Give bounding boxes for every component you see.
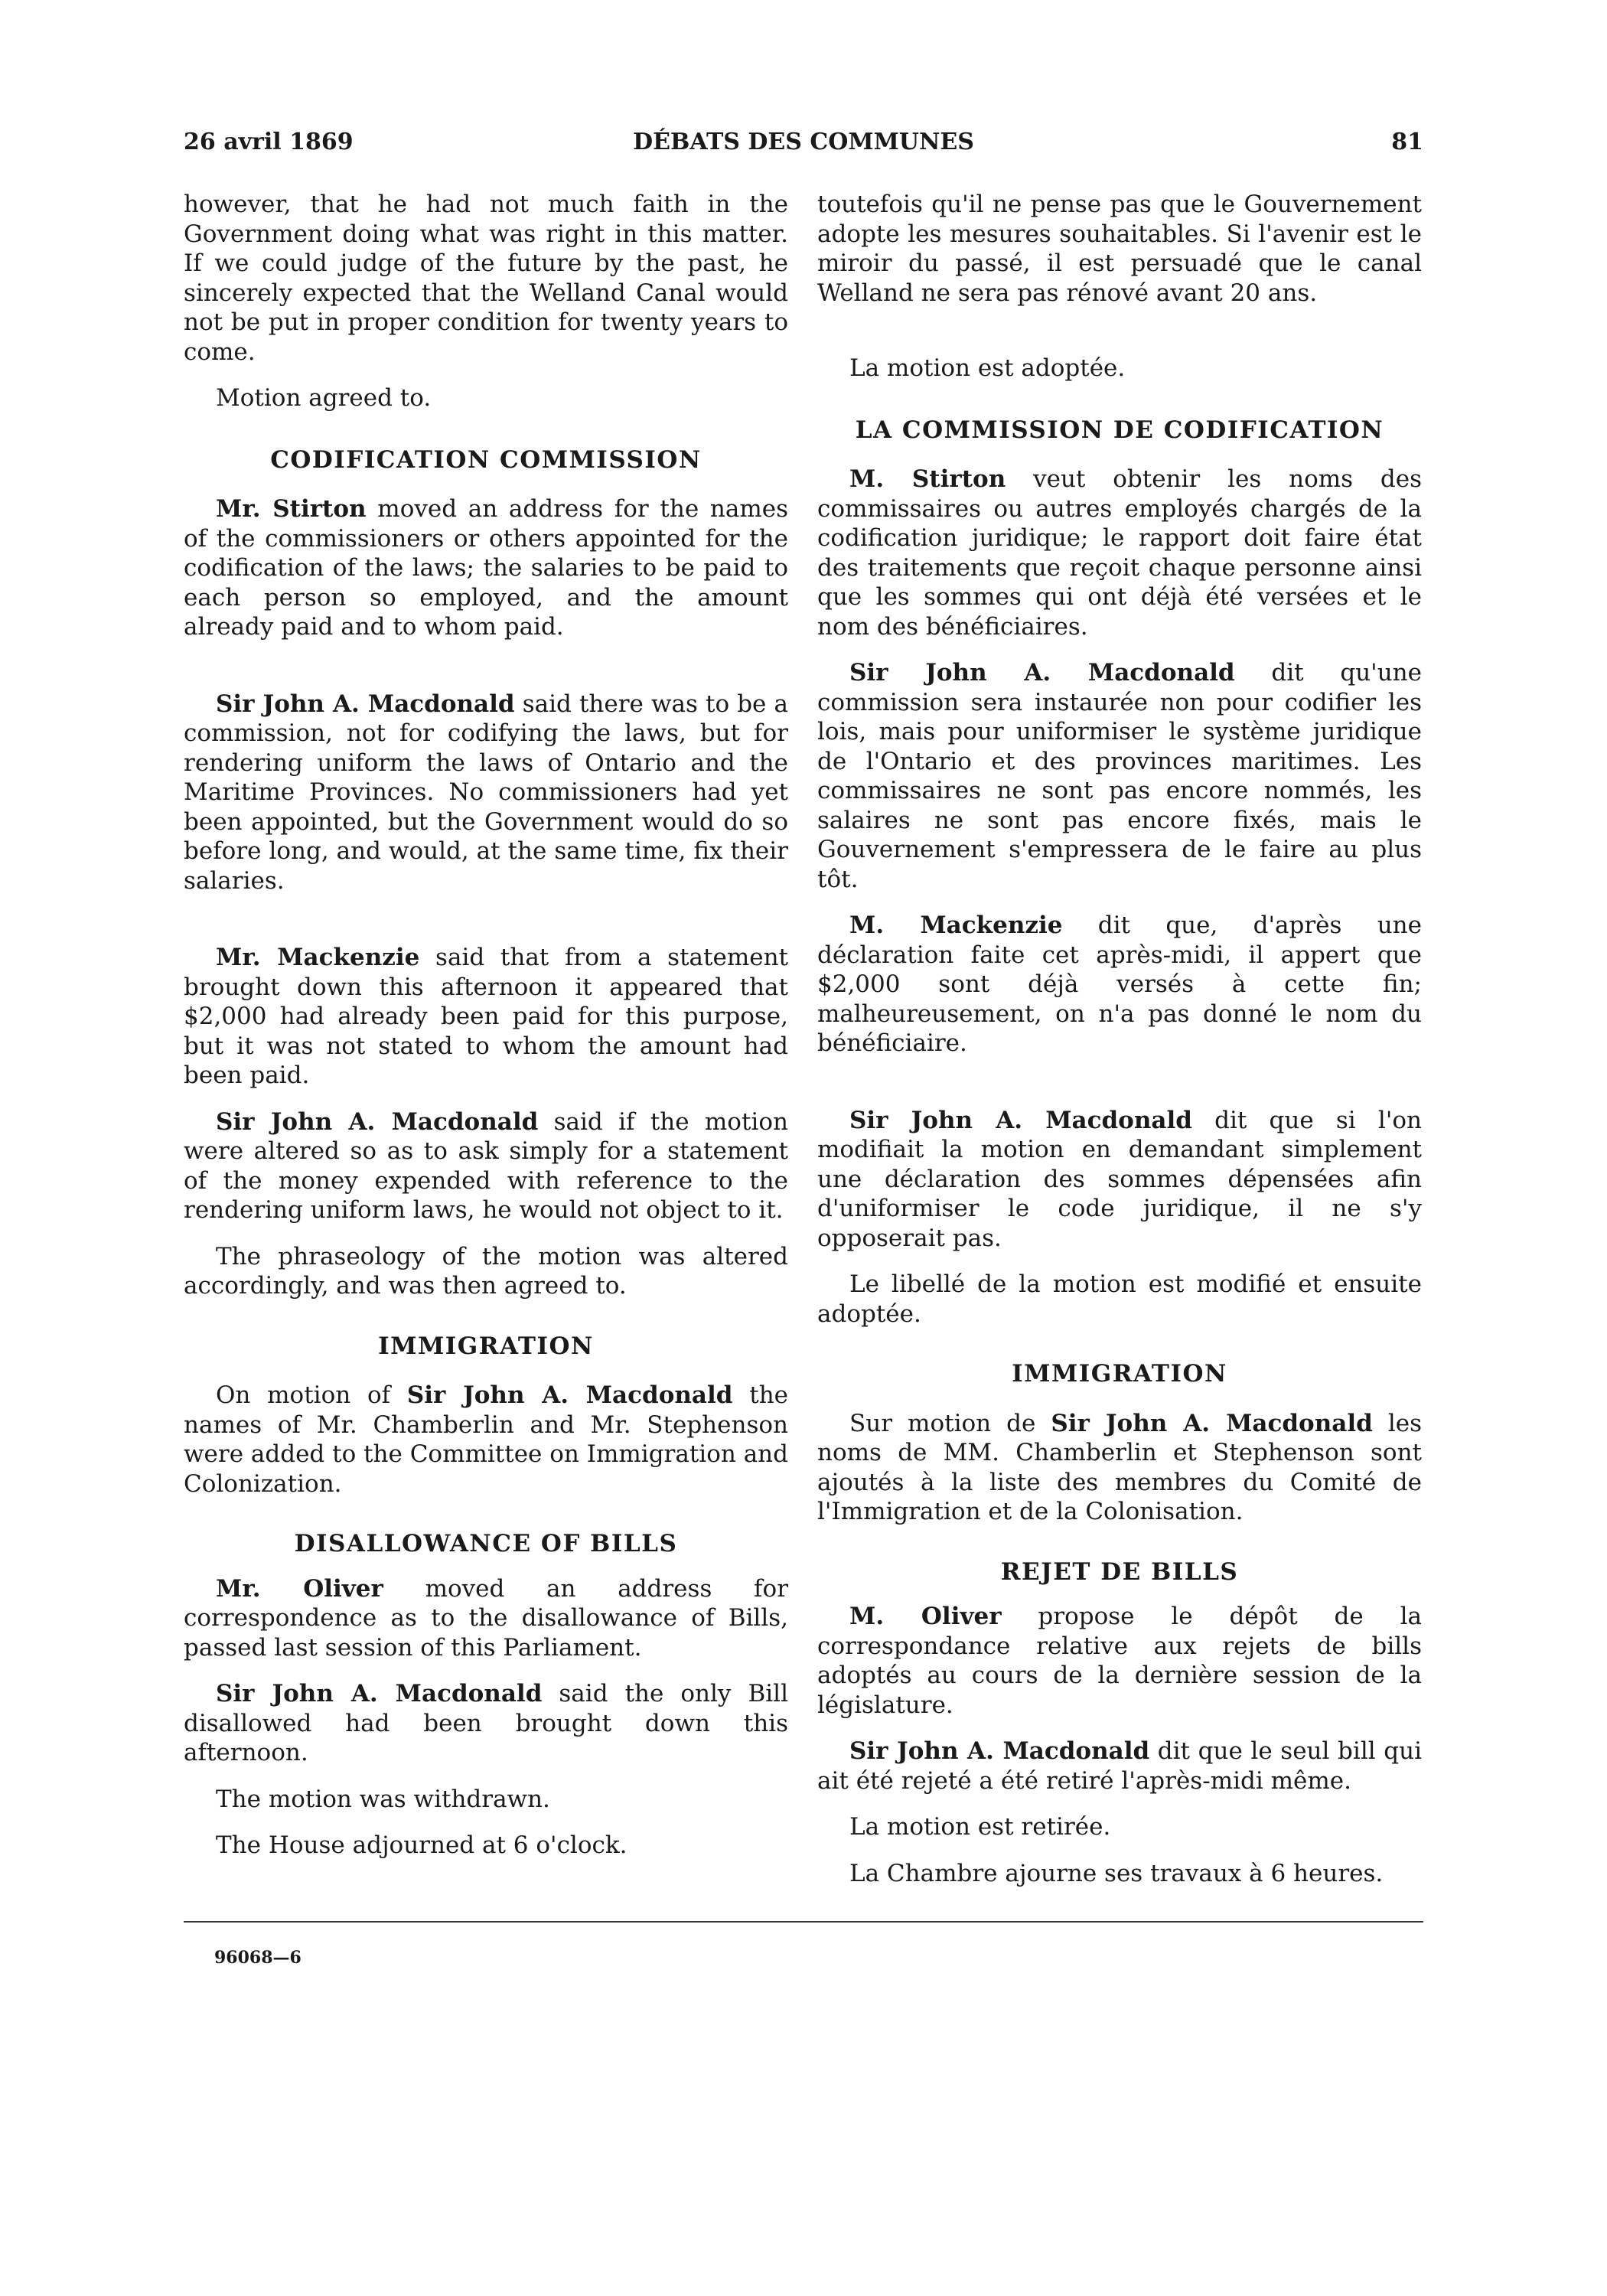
speaker-name: Sir John A. Macdonald <box>1051 1409 1373 1437</box>
speech-text: said the only Bill disallowed had been brought down this afternoon. <box>184 1680 788 1766</box>
page-number: 81 <box>1391 129 1423 155</box>
speaker-name: M. Stirton <box>849 465 1006 493</box>
section-heading-codification: CODIFICATION COMMISSION <box>270 445 702 474</box>
paragraph-macdonald-1 <box>817 658 1422 894</box>
header-date: 26 avril 1869 <box>184 129 354 155</box>
section-heading-immigration: IMMIGRATION <box>1012 1360 1227 1388</box>
print-code: 96068—6 <box>214 1948 302 1968</box>
speech-text: moved an address for correspondence as to the disallowance of Bills, passed last session of this Parliament. <box>184 1574 789 1662</box>
speaker-name: Sir John A. Macdonald <box>216 690 515 718</box>
speech-text: said if the motion were altered so as to ask simply for a statement of the money expended with reference to the rendering uniform laws, he would not object to it. <box>184 1107 788 1224</box>
speaker-name: Mr. Stirton <box>216 495 367 523</box>
speech-text: said there was to be a commission, not for codifying the laws, but for rendering uniform the laws of Ontario and the Maritime Provinces. No commissioners had yet been appointed, but the Government would do so before long, and would, at the same time, fix their salaries. <box>184 690 788 895</box>
paragraph-oliver <box>184 1574 788 1663</box>
paragraph-immigration-motion <box>817 1409 1422 1527</box>
speaker-name: Mr. Oliver <box>216 1574 383 1603</box>
paragraph-macdonald-2 <box>817 1106 1422 1254</box>
paragraph-phraseology: Le libellé de la motion est modifié et ensuite adoptée. <box>817 1270 1422 1328</box>
paragraph-adjourned: The House adjourned at 6 o'clock. <box>216 1831 627 1859</box>
section-heading-disallowance: DISALLOWANCE OF BILLS <box>294 1530 678 1557</box>
speech-text: dit qu'une commission sera instaurée non pour codifier les lois, mais pour uniformiser le système juridique de l'Ontario et des provinces maritimes. Les commissaires ne sont pas encore nommés, les salaires ne sont pas encore fixés, mais le Gouvernement s'empressera de le faire au plus tôt. <box>817 659 1422 893</box>
running-header <box>184 129 1423 162</box>
speaker-name: M. Oliver <box>849 1603 1002 1630</box>
speaker-name: Sir John A. Macdonald <box>216 1680 543 1707</box>
section-heading-disallowance: REJET DE BILLS <box>1000 1557 1239 1586</box>
paragraph-macdonald-3 <box>817 1737 1422 1795</box>
paragraph-continued: however, that he had not much faith in the Government doing what was right in this matter. If we could judge of the future by the past, he sincerely expected that the Welland Canal would not be put in proper condition for twenty years to come. <box>184 191 788 366</box>
english-column <box>184 190 788 1861</box>
speech-text: dit que le seul bill qui ait été rejeté a été retiré l'après-midi même. <box>817 1737 1422 1795</box>
paragraph-motion-agreed: Motion agreed to. <box>216 384 432 412</box>
speech-text: dit que, d'après une déclaration faite cet après-midi, il appert que $2,000 sont déjà versés à cette fin; malheureusement, on n'a pas donné le nom du bénéficiaire. <box>817 912 1422 1057</box>
paragraph-phraseology: The phraseology of the motion was altered accordingly, and was then agreed to. <box>184 1242 788 1300</box>
paragraph-adjourned: La Chambre ajourne ses travaux à 6 heures. <box>849 1859 1384 1887</box>
paragraph-stirton <box>817 465 1422 641</box>
paragraph-withdrawn: La motion est retirée. <box>849 1813 1111 1841</box>
speaker-name: M. Mackenzie <box>849 912 1063 939</box>
speech-text: veut obtenir les noms des commissaires ou autres employés chargés de la codification juridique; le rapport doit faire état des traitements que reçoit chaque personne ainsi que les sommes qui ont déjà été versées et le nom des bénéficiaires. <box>817 465 1422 641</box>
section-heading-codification: LA COMMISSION DE CODIFICATION <box>855 416 1384 444</box>
speech-text: the names of Mr. Chamberlin and Mr. Stephenson were added to the Committee on Immigration and Colonization. <box>184 1381 789 1498</box>
speech-text: said that from a statement brought down this afternoon it appeared that $2,000 had already been paid for this purpose, but it was not stated to whom the amount had been paid. <box>184 944 788 1089</box>
speaker-name: Sir John A. Macdonald <box>406 1381 733 1409</box>
speech-text: moved an address for the names of the commissioners or others appointed for the codification of the laws; the salaries to be paid to each person so employed, and the amount already paid and to whom paid. <box>184 495 788 641</box>
paragraph-motion-agreed: La motion est adoptée. <box>849 354 1126 382</box>
speech-text: On motion of <box>216 1381 407 1409</box>
paragraph-mackenzie <box>817 911 1422 1058</box>
paragraph-macdonald-3 <box>184 1679 788 1768</box>
speech-text: propose le dépôt de la correspondance relative aux rejets de bills adoptés au cours de la dernière session de la législature. <box>817 1603 1422 1719</box>
speaker-name: Sir John A. Macdonald <box>216 1107 539 1136</box>
paragraph-stirton <box>184 494 788 642</box>
speech-text: Sur motion de <box>849 1409 1051 1437</box>
paragraph-continued: toutefois qu'il ne pense pas que le Gouvernement adopte les mesures souhaitables. Si l'avenir est le miroir du passé, il est persuadé que le canal Welland ne sera pas rénové avant 20 ans. <box>817 191 1422 307</box>
paragraph-macdonald-1 <box>184 690 788 896</box>
speaker-name: Sir John A. Macdonald <box>849 659 1235 687</box>
paragraph-oliver <box>817 1602 1422 1720</box>
paragraph-immigration-motion <box>184 1381 788 1499</box>
speaker-name: Sir John A. Macdonald <box>849 1737 1150 1765</box>
speech-text: les noms de MM. Chamberlin et Stephenson sont ajoutés à la liste des membres du Comité de l'Immigration et de la Colonisation. <box>817 1409 1422 1525</box>
speaker-name: Sir John A. Macdonald <box>849 1106 1192 1134</box>
header-title: DÉBATS DES COMMUNES <box>633 129 974 155</box>
speaker-name: Mr. Mackenzie <box>216 944 420 971</box>
paragraph-mackenzie <box>184 943 788 1091</box>
french-column <box>817 190 1422 1888</box>
paragraph-macdonald-2 <box>184 1107 788 1225</box>
section-heading-immigration: IMMIGRATION <box>378 1332 594 1360</box>
paragraph-withdrawn: The motion was withdrawn. <box>216 1785 550 1813</box>
speech-text: dit que si l'on modifiait la motion en demandant simplement une déclaration des sommes dépensées afin d'uniformiser le code juridique, il ne s'y opposerait pas. <box>817 1106 1422 1252</box>
footer-divider <box>184 1921 1423 1923</box>
